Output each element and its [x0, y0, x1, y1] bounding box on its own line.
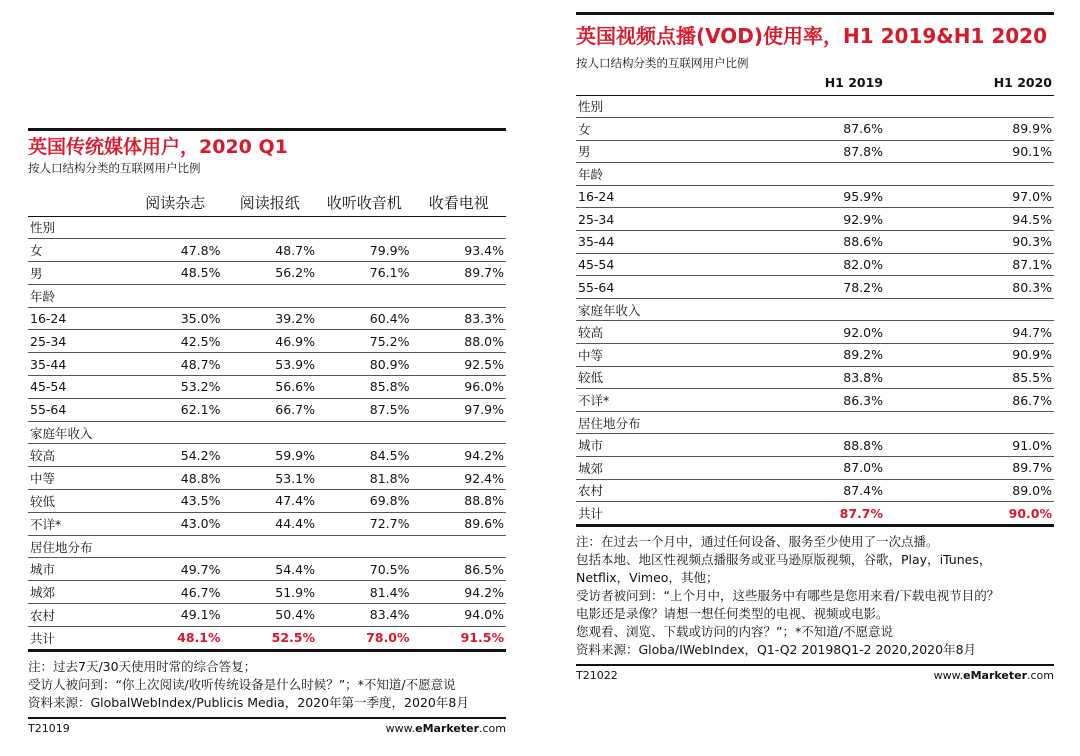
empty-cell [716, 163, 885, 186]
row-label: 城市 [576, 434, 716, 457]
cell-value: 81.8% [317, 467, 412, 490]
cell-value: 56.2% [223, 262, 318, 285]
cell-value: 92.4% [412, 467, 507, 490]
total-row [576, 502, 1054, 525]
table-row [576, 208, 1054, 231]
cell-value: 39.2% [223, 307, 318, 330]
brand-suffix: .com [1027, 669, 1054, 683]
cell-value: 88.8% [412, 490, 507, 513]
category-label: 家庭年收入 [28, 421, 128, 444]
table-row [576, 276, 1054, 299]
cell-value: 92.9% [716, 208, 885, 231]
category-label: 居住地分布 [576, 411, 716, 434]
cell-value: 35.0% [128, 307, 223, 330]
cell-value: 75.2% [317, 330, 412, 353]
cell-value: 94.7% [885, 321, 1054, 344]
cell-value: 86.3% [716, 389, 885, 412]
row-label: 农村 [576, 479, 716, 502]
cell-value: 90.9% [885, 344, 1054, 367]
category-label: 居住地分布 [28, 535, 128, 558]
column-header: H1 2019 [716, 71, 885, 95]
footer-rule [576, 664, 1054, 666]
cell-value: 84.5% [317, 444, 412, 467]
empty-cell [128, 284, 223, 307]
cell-value: 91.5% [460, 630, 504, 646]
row-label: 较低 [576, 366, 716, 389]
row-label: 45-54 [28, 376, 128, 399]
column-header: 阅读报纸 [223, 176, 318, 216]
table-header-row [576, 71, 1054, 95]
empty-cell [885, 411, 1054, 434]
table-row [576, 321, 1054, 344]
column-header: 收听收音机 [317, 176, 412, 216]
traditional-media-table-panel [28, 128, 506, 736]
table-row [576, 389, 1054, 412]
cell-value: 56.6% [223, 376, 318, 399]
cell-value: 93.4% [412, 239, 507, 262]
cell-value: 54.4% [223, 558, 318, 581]
cell-value: 50.4% [223, 604, 318, 627]
category-label: 年龄 [28, 284, 128, 307]
table-row [28, 558, 506, 581]
category-row [576, 95, 1054, 118]
row-label: 中等 [576, 344, 716, 367]
cell-value: 89.0% [885, 479, 1054, 502]
category-label: 性别 [28, 216, 128, 239]
cell-value: 78.2% [716, 276, 885, 299]
chart-code: T21022 [576, 669, 618, 683]
cell-value: 60.4% [317, 307, 412, 330]
cell-value: 83.3% [412, 307, 507, 330]
category-label: 年龄 [576, 163, 716, 186]
cell-value: 78.0% [366, 630, 410, 646]
table-row [576, 140, 1054, 163]
row-label: 55-64 [28, 398, 128, 421]
category-row [28, 284, 506, 307]
cell-value: 59.9% [223, 444, 318, 467]
cell-value: 76.1% [317, 262, 412, 285]
panel-subtitle: 按人口结构分类的互联网用户比例 [576, 56, 749, 70]
cell-value: 48.1% [177, 630, 221, 646]
table-body [28, 216, 506, 649]
table-row [28, 444, 506, 467]
cell-value: 69.8% [317, 490, 412, 513]
table-row [576, 231, 1054, 254]
cell-value: 92.0% [716, 321, 885, 344]
panel-title: 英国传统媒体用户，2020 Q1 [28, 136, 288, 158]
panel-subtitle: 按人口结构分类的互联网用户比例 [28, 161, 201, 175]
row-label: 男 [28, 262, 128, 285]
cell-value: 48.8% [128, 467, 223, 490]
cell-value: 89.6% [412, 512, 507, 535]
cell-value: 53.9% [223, 353, 318, 376]
cell-value: 82.0% [716, 253, 885, 276]
footnotes: 注：过去7天/30天使用时常的综合答复； 受访人被问到：“你上次阅读/收听传统设备是什么时候？”；*不知道/不愿意说 资料来源：GlobalWebIndex/Publicis Media，2020年第一季度，2020年8月 [28, 659, 469, 711]
table-row [576, 479, 1054, 502]
cell-value: 80.3% [885, 276, 1054, 299]
empty-cell [412, 216, 507, 239]
cell-value: 43.5% [128, 490, 223, 513]
row-label-header [576, 71, 716, 95]
category-row [28, 216, 506, 239]
cell-value: 94.2% [412, 444, 507, 467]
row-label: 城市 [28, 558, 128, 581]
cell-value: 85.5% [885, 366, 1054, 389]
table-row [28, 581, 506, 604]
cell-value: 94.2% [412, 581, 507, 604]
row-label: 农村 [28, 604, 128, 627]
empty-cell [223, 421, 318, 444]
row-label: 16-24 [28, 307, 128, 330]
empty-cell [885, 95, 1054, 118]
table-header-row [28, 176, 506, 216]
cell-value: 87.6% [716, 118, 885, 141]
top-rule [28, 128, 506, 131]
cell-value: 94.0% [412, 604, 507, 627]
row-label: 男 [576, 140, 716, 163]
table-row [28, 512, 506, 535]
table-row [28, 604, 506, 627]
footer-rule [28, 717, 506, 719]
row-label: 中等 [28, 467, 128, 490]
row-label: 较高 [28, 444, 128, 467]
cell-value: 92.5% [412, 353, 507, 376]
table-row [576, 185, 1054, 208]
cell-value: 87.8% [716, 140, 885, 163]
cell-value: 91.0% [885, 434, 1054, 457]
category-row [576, 163, 1054, 186]
empty-cell [716, 95, 885, 118]
row-label: 55-64 [576, 276, 716, 299]
category-row [28, 421, 506, 444]
row-label: 较低 [28, 490, 128, 513]
brand-prefix: www. [933, 669, 964, 683]
row-label: 45-54 [576, 253, 716, 276]
cell-value: 89.7% [412, 262, 507, 285]
cell-value: 80.9% [317, 353, 412, 376]
table-row [28, 353, 506, 376]
empty-cell [128, 421, 223, 444]
row-label: 25-34 [576, 208, 716, 231]
table-row [28, 330, 506, 353]
cell-value: 83.4% [317, 604, 412, 627]
row-label: 25-34 [28, 330, 128, 353]
bottom-rule [28, 649, 506, 652]
table-row [28, 376, 506, 399]
cell-value: 89.9% [885, 118, 1054, 141]
empty-cell [412, 535, 507, 558]
table-row [576, 118, 1054, 141]
row-label: 16-24 [576, 185, 716, 208]
cell-value: 53.2% [128, 376, 223, 399]
brand-url [934, 669, 1054, 683]
cell-value: 97.0% [885, 185, 1054, 208]
cell-value: 62.1% [128, 398, 223, 421]
cell-value: 96.0% [412, 376, 507, 399]
cell-value: 88.6% [716, 231, 885, 254]
cell-value: 87.4% [716, 479, 885, 502]
row-label: 不详* [576, 389, 716, 412]
row-label: 35-44 [28, 353, 128, 376]
empty-cell [128, 216, 223, 239]
cell-value: 83.8% [716, 366, 885, 389]
footnotes: 注：在过去一个月中，通过任何设备、服务至少使用了一次点播。 包括本地、地区性视频点播服务或亚马逊原版视频，谷歌，Play，iTunes， Netflix，Vimeo，其他； 受访者被问到：“上个月中，这些服务中有哪些是您用来看/下载电视节目的？ 电影还是录像？请想一想任何类型的电视、视频或电影。 您观看、浏览、下载或访问的内容？”；*不知道/不愿意说 资料来源：Globa/IWebIndex，Q1-Q2 20198Q1-2 2020,2020年8月 [576, 534, 1000, 658]
table-row [28, 239, 506, 262]
cell-value: 87.7% [839, 505, 883, 521]
cell-value: 53.1% [223, 467, 318, 490]
cell-value: 88.8% [716, 434, 885, 457]
row-label: 女 [576, 118, 716, 141]
empty-cell [223, 535, 318, 558]
row-label-header [28, 176, 128, 216]
cell-value: 87.0% [716, 457, 885, 480]
cell-value: 97.9% [412, 398, 507, 421]
cell-value: 48.7% [223, 239, 318, 262]
top-rule [576, 12, 1054, 15]
footer [576, 669, 1054, 683]
cell-value: 52.5% [271, 630, 315, 646]
empty-cell [885, 298, 1054, 321]
cell-value: 90.3% [885, 231, 1054, 254]
category-row [576, 411, 1054, 434]
table-row [28, 467, 506, 490]
column-header: 阅读杂志 [128, 176, 223, 216]
row-label: 城郊 [576, 457, 716, 480]
row-label: 共计 [578, 506, 604, 522]
cell-value: 81.4% [317, 581, 412, 604]
table-row [28, 307, 506, 330]
row-label: 共计 [30, 630, 56, 646]
cell-value: 85.8% [317, 376, 412, 399]
brand-suffix: .com [479, 722, 506, 736]
empty-cell [716, 298, 885, 321]
cell-value: 51.9% [223, 581, 318, 604]
table-row [576, 253, 1054, 276]
cell-value: 43.0% [128, 512, 223, 535]
data-table [576, 71, 1054, 524]
cell-value: 89.2% [716, 344, 885, 367]
cell-value: 48.5% [128, 262, 223, 285]
empty-cell [128, 535, 223, 558]
empty-cell [317, 421, 412, 444]
empty-cell [223, 284, 318, 307]
empty-cell [716, 411, 885, 434]
vod-usage-table-panel [576, 12, 1054, 683]
row-label: 不详* [28, 512, 128, 535]
data-table [28, 176, 506, 649]
table-row [576, 434, 1054, 457]
empty-cell [885, 163, 1054, 186]
cell-value: 44.4% [223, 512, 318, 535]
table-row [576, 366, 1054, 389]
cell-value: 94.5% [885, 208, 1054, 231]
brand-name: eMarketer [415, 722, 479, 736]
cell-value: 79.9% [317, 239, 412, 262]
cell-value: 86.7% [885, 389, 1054, 412]
cell-value: 87.5% [317, 398, 412, 421]
empty-cell [317, 535, 412, 558]
row-label: 城郊 [28, 581, 128, 604]
cell-value: 47.8% [128, 239, 223, 262]
total-row [28, 626, 506, 649]
empty-cell [317, 284, 412, 307]
column-header: 收看电视 [412, 176, 507, 216]
table-body [576, 95, 1054, 524]
category-label: 家庭年收入 [576, 298, 716, 321]
empty-cell [412, 284, 507, 307]
cell-value: 88.0% [412, 330, 507, 353]
brand-url [386, 722, 506, 736]
cell-value: 89.7% [885, 457, 1054, 480]
category-label: 性别 [576, 95, 716, 118]
brand-name: eMarketer [963, 669, 1027, 683]
chart-code: T21019 [28, 722, 70, 736]
cell-value: 46.9% [223, 330, 318, 353]
table-row [28, 262, 506, 285]
cell-value: 72.7% [317, 512, 412, 535]
cell-value: 87.1% [885, 253, 1054, 276]
table-row [576, 344, 1054, 367]
row-label: 35-44 [576, 231, 716, 254]
cell-value: 90.1% [885, 140, 1054, 163]
category-row [28, 535, 506, 558]
panel-title: 英国视频点播(VOD)使用率，H1 2019&H1 2020 [576, 24, 1048, 48]
cell-value: 66.7% [223, 398, 318, 421]
table-row [28, 490, 506, 513]
cell-value: 49.1% [128, 604, 223, 627]
cell-value: 54.2% [128, 444, 223, 467]
cell-value: 42.5% [128, 330, 223, 353]
cell-value: 48.7% [128, 353, 223, 376]
brand-prefix: www. [385, 722, 416, 736]
cell-value: 47.4% [223, 490, 318, 513]
empty-cell [412, 421, 507, 444]
cell-value: 70.5% [317, 558, 412, 581]
empty-cell [223, 216, 318, 239]
cell-value: 86.5% [412, 558, 507, 581]
category-row [576, 298, 1054, 321]
table-row [28, 398, 506, 421]
row-label: 女 [28, 239, 128, 262]
cell-value: 49.7% [128, 558, 223, 581]
column-header: H1 2020 [885, 71, 1054, 95]
footer [28, 722, 506, 736]
bottom-rule [576, 524, 1054, 527]
cell-value: 95.9% [716, 185, 885, 208]
row-label: 较高 [576, 321, 716, 344]
table-row [576, 457, 1054, 480]
cell-value: 46.7% [128, 581, 223, 604]
empty-cell [317, 216, 412, 239]
cell-value: 90.0% [1008, 505, 1052, 521]
